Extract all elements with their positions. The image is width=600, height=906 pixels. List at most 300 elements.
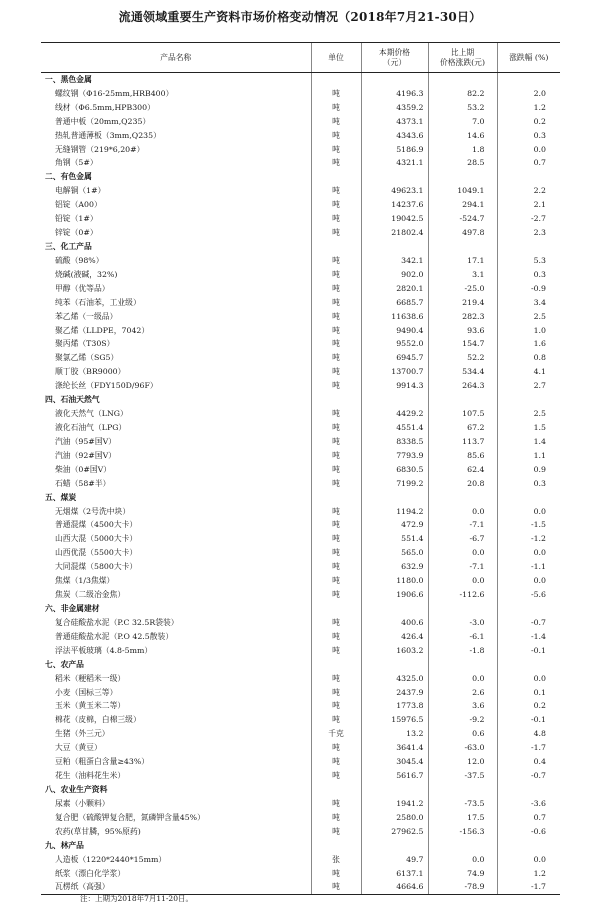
category-label: 六、非金属建材 <box>45 603 100 613</box>
current-price-cell: 8338.5 <box>361 435 428 449</box>
current-price-cell: 2820.1 <box>361 282 428 296</box>
product-name-cell: 烧碱(液碱，32%) <box>55 269 118 279</box>
current-price-cell: 1180.0 <box>361 574 428 588</box>
empty-cell <box>497 240 560 254</box>
unit-cell: 吨 <box>311 435 361 449</box>
unit-cell: 吨 <box>311 630 361 644</box>
current-price-cell: 9490.4 <box>361 324 428 338</box>
category-label: 七、农产品 <box>45 659 84 669</box>
product-name-cell: 瓦楞纸（高强） <box>41 880 311 894</box>
price-change-cell: -524.7 <box>428 212 497 226</box>
current-price-cell: 4429.2 <box>361 407 428 421</box>
price-change-cell: 107.5 <box>428 407 497 421</box>
unit-cell: 吨 <box>311 449 361 463</box>
current-price-cell: 565.0 <box>361 546 428 560</box>
price-change-cell: 282.3 <box>428 310 497 324</box>
product-name-cell: 铝锭（A00） <box>55 200 102 210</box>
current-price-cell: 15976.5 <box>361 713 428 727</box>
price-change-cell: -112.6 <box>428 588 497 602</box>
product-name-cell: 柴油（0#国Ⅴ） <box>55 464 112 474</box>
change-percent-cell: 2.5 <box>497 310 560 324</box>
empty-cell <box>361 73 428 87</box>
change-percent-cell: 0.1 <box>497 686 560 700</box>
price-change-cell: 2.6 <box>428 686 497 700</box>
current-price-cell: 19042.5 <box>361 212 428 226</box>
table-row <box>41 811 560 825</box>
price-change-cell: -6.7 <box>428 532 497 546</box>
table-row <box>41 296 560 310</box>
empty-cell <box>311 658 361 672</box>
current-price-cell: 4359.2 <box>361 101 428 115</box>
price-change-cell: 28.5 <box>428 157 497 171</box>
change-percent-cell: 5.3 <box>497 254 560 268</box>
price-change-cell: 52.2 <box>428 351 497 365</box>
unit-cell: 吨 <box>311 351 361 365</box>
current-price-cell: 342.1 <box>361 254 428 268</box>
unit-cell: 吨 <box>311 198 361 212</box>
current-price-cell: 2437.9 <box>361 686 428 700</box>
change-percent-cell: 1.2 <box>497 867 560 881</box>
current-price-cell: 7199.2 <box>361 477 428 491</box>
empty-cell <box>311 783 361 797</box>
table-row <box>41 630 560 644</box>
product-name-cell: 苯乙烯（一级品） <box>55 311 118 321</box>
table-row <box>41 532 560 546</box>
table-row <box>41 101 560 115</box>
change-percent-cell: -1.2 <box>497 532 560 546</box>
table-row <box>41 477 560 491</box>
empty-cell <box>361 491 428 505</box>
current-price-cell: 5616.7 <box>361 769 428 783</box>
category-row <box>41 658 560 672</box>
unit-cell: 吨 <box>311 713 361 727</box>
unit-cell: 吨 <box>311 588 361 602</box>
table-row <box>41 226 560 240</box>
table-row <box>41 797 560 811</box>
product-name-cell: 角钢（5#） <box>55 158 98 168</box>
current-price-cell: 6685.7 <box>361 296 428 310</box>
price-change-cell: 20.8 <box>428 477 497 491</box>
product-name-cell: 硫酸（98%） <box>55 255 104 265</box>
current-price-cell: 426.4 <box>361 630 428 644</box>
price-change-cell: -1.8 <box>428 644 497 658</box>
change-percent-cell: -1.7 <box>497 880 560 894</box>
table-row <box>41 421 560 435</box>
category-row <box>41 170 560 184</box>
product-name-cell: 山西优混（5500大卡） <box>55 548 138 558</box>
change-percent-cell: 1.4 <box>497 435 560 449</box>
unit-cell: 吨 <box>311 560 361 574</box>
price-change-cell: 0.0 <box>428 672 497 686</box>
current-price-cell: 4321.1 <box>361 157 428 171</box>
change-percent-cell: 2.3 <box>497 226 560 240</box>
product-name-cell: 复合硅酸盐水泥（P.C 32.5R袋装） <box>55 617 179 627</box>
table-row <box>41 755 560 769</box>
product-name-cell: 无烟煤（2号洗中块） <box>55 506 131 516</box>
unit-cell: 吨 <box>311 115 361 129</box>
unit-cell: 吨 <box>311 769 361 783</box>
category-label: 一、黑色金属 <box>45 74 92 84</box>
price-change-cell: -6.1 <box>428 630 497 644</box>
change-percent-cell: 0.4 <box>497 755 560 769</box>
price-change-cell: 0.0 <box>428 574 497 588</box>
footnote: 注：上期为2018年7月11-20日。 <box>80 894 193 903</box>
current-price-cell: 3045.4 <box>361 755 428 769</box>
product-name-cell: 甲醇（优等品） <box>55 283 110 293</box>
change-percent-cell: 0.7 <box>497 811 560 825</box>
price-change-cell: 62.4 <box>428 463 497 477</box>
current-price-cell: 6830.5 <box>361 463 428 477</box>
price-change-cell: 113.7 <box>428 435 497 449</box>
change-percent-cell: 1.2 <box>497 101 560 115</box>
change-percent-cell: 0.0 <box>497 574 560 588</box>
product-name-cell: 电解铜（1#） <box>55 186 106 196</box>
unit-cell: 吨 <box>311 310 361 324</box>
current-price-cell: 3641.4 <box>361 741 428 755</box>
unit-cell: 吨 <box>311 825 361 839</box>
empty-cell <box>428 658 497 672</box>
product-name-cell: 汽油（92#国Ⅴ） <box>55 450 117 460</box>
table-row <box>41 519 560 533</box>
product-name-cell: 人造板（1220*2440*15mm） <box>55 854 167 864</box>
table-row <box>41 351 560 365</box>
change-percent-cell: -5.6 <box>497 588 560 602</box>
header-current-price: 本期价格 （元） <box>361 43 428 73</box>
product-name-cell: 花生（油料花生米） <box>55 771 126 781</box>
table-row <box>41 644 560 658</box>
change-percent-cell: -2.7 <box>497 212 560 226</box>
unit-cell: 吨 <box>311 296 361 310</box>
table-row <box>41 741 560 755</box>
current-price-cell: 4343.6 <box>361 129 428 143</box>
table-row <box>41 310 560 324</box>
change-percent-cell: 0.2 <box>497 115 560 129</box>
category-label: 九、林产品 <box>45 840 84 850</box>
unit-cell: 吨 <box>311 254 361 268</box>
table-row <box>41 769 560 783</box>
change-percent-cell: -0.9 <box>497 282 560 296</box>
table-row <box>41 449 560 463</box>
unit-cell: 吨 <box>311 546 361 560</box>
price-change-cell: -156.3 <box>428 825 497 839</box>
empty-cell <box>497 170 560 184</box>
change-percent-cell: 2.7 <box>497 379 560 393</box>
category-label: 二、有色金属 <box>45 172 92 182</box>
change-percent-cell: 2.1 <box>497 198 560 212</box>
unit-cell: 吨 <box>311 811 361 825</box>
table-row <box>41 254 560 268</box>
unit-cell: 吨 <box>311 101 361 115</box>
change-percent-cell: 0.3 <box>497 477 560 491</box>
unit-cell: 吨 <box>311 143 361 157</box>
current-price-cell: 902.0 <box>361 268 428 282</box>
unit-cell: 吨 <box>311 268 361 282</box>
price-change-cell: 0.6 <box>428 727 497 741</box>
category-row <box>41 839 560 853</box>
change-percent-cell: -0.1 <box>497 713 560 727</box>
price-change-cell: -3.0 <box>428 616 497 630</box>
unit-cell: 吨 <box>311 686 361 700</box>
current-price-cell: 13.2 <box>361 727 428 741</box>
empty-cell <box>428 240 497 254</box>
change-percent-cell: 0.3 <box>497 268 560 282</box>
product-name-cell: 大同混煤（5800大卡） <box>55 562 138 572</box>
table-row <box>41 157 560 171</box>
current-price-cell: 4551.4 <box>361 421 428 435</box>
price-change-cell: -73.5 <box>428 797 497 811</box>
category-row <box>41 491 560 505</box>
product-name-cell: 聚氯乙烯（SG5） <box>55 353 119 363</box>
change-percent-cell: 0.0 <box>497 505 560 519</box>
current-price-cell: 551.4 <box>361 532 428 546</box>
table-header-row <box>41 43 560 73</box>
price-change-cell: -7.1 <box>428 560 497 574</box>
product-name-cell: 农药(草甘膦，95%原药) <box>55 826 141 836</box>
product-name-cell: 聚乙烯（LLDPE，7042） <box>55 325 150 335</box>
table-row <box>41 867 560 881</box>
price-change-cell: 497.8 <box>428 226 497 240</box>
table-row <box>41 588 560 602</box>
table-row <box>41 365 560 379</box>
unit-cell: 吨 <box>311 338 361 352</box>
product-name-cell: 大豆（黄豆） <box>55 743 102 753</box>
change-percent-cell: 1.1 <box>497 449 560 463</box>
current-price-cell: 400.6 <box>361 616 428 630</box>
table-row <box>41 407 560 421</box>
price-table <box>41 42 560 895</box>
table-row <box>41 699 560 713</box>
product-name-cell: 普通硅酸盐水泥（P.O 42.5散装） <box>55 631 174 641</box>
table-row <box>41 338 560 352</box>
product-name-cell: 焦煤（1/3焦煤） <box>55 576 115 586</box>
table-row <box>41 435 560 449</box>
product-name-cell: 无缝钢管（219*6,20#） <box>55 144 145 154</box>
change-percent-cell: 1.5 <box>497 421 560 435</box>
table-row <box>41 505 560 519</box>
current-price-cell: 2580.0 <box>361 811 428 825</box>
unit-cell: 吨 <box>311 226 361 240</box>
product-name-cell: 普通中板（20mm,Q235） <box>55 116 151 126</box>
product-name-cell: 尿素（小颗料） <box>55 798 110 808</box>
price-change-cell: 17.5 <box>428 811 497 825</box>
product-name-cell: 纸浆（漂白化学浆） <box>55 868 126 878</box>
price-change-cell: 93.6 <box>428 324 497 338</box>
category-row <box>41 240 560 254</box>
product-name-cell: 山西大混（5000大卡） <box>55 534 138 544</box>
current-price-cell: 632.9 <box>361 560 428 574</box>
change-percent-cell: 0.7 <box>497 157 560 171</box>
product-name-cell: 浮法平板玻璃（4.8-5mm） <box>55 645 153 655</box>
unit-cell: 吨 <box>311 463 361 477</box>
unit-cell: 吨 <box>311 672 361 686</box>
table-row <box>41 546 560 560</box>
empty-cell <box>361 658 428 672</box>
product-name-cell: 线材（Φ6.5mm,HPB300） <box>55 102 155 112</box>
current-price-cell: 5186.9 <box>361 143 428 157</box>
current-price-cell: 49623.1 <box>361 184 428 198</box>
unit-cell: 吨 <box>311 184 361 198</box>
product-name-cell: 液化天然气（LNG） <box>55 409 128 419</box>
price-change-cell: -9.2 <box>428 713 497 727</box>
current-price-cell: 14237.6 <box>361 198 428 212</box>
empty-cell <box>428 393 497 407</box>
change-percent-cell: 2.5 <box>497 407 560 421</box>
empty-cell <box>497 602 560 616</box>
current-price-cell: 49.7 <box>361 853 428 867</box>
table-row <box>41 129 560 143</box>
table-row <box>41 379 560 393</box>
product-name-cell: 涤纶长丝（FDY150D/96F） <box>55 381 158 391</box>
header-product-name: 产品名称 <box>41 43 311 73</box>
unit-cell: 吨 <box>311 699 361 713</box>
empty-cell <box>311 170 361 184</box>
price-change-cell: 7.0 <box>428 115 497 129</box>
empty-cell <box>311 491 361 505</box>
table-row <box>41 87 560 101</box>
product-name-cell: 纯苯（石油苯，工业级） <box>55 297 141 307</box>
table-row <box>41 713 560 727</box>
empty-cell <box>311 839 361 853</box>
unit-cell: 吨 <box>311 519 361 533</box>
product-name-cell: 液化石油气（LPG） <box>55 423 127 432</box>
change-percent-cell: -1.1 <box>497 560 560 574</box>
current-price-cell: 9552.0 <box>361 338 428 352</box>
table-row <box>41 184 560 198</box>
table-row <box>41 212 560 226</box>
product-name-cell: 焦炭（二级冶金焦） <box>55 590 126 600</box>
current-price-cell: 27962.5 <box>361 825 428 839</box>
empty-cell <box>311 240 361 254</box>
unit-cell: 吨 <box>311 324 361 338</box>
empty-cell <box>311 602 361 616</box>
empty-cell <box>428 170 497 184</box>
current-price-cell: 1194.2 <box>361 505 428 519</box>
empty-cell <box>361 839 428 853</box>
empty-cell <box>361 170 428 184</box>
price-change-cell: 264.3 <box>428 379 497 393</box>
category-label: 五、煤炭 <box>45 492 77 502</box>
change-percent-cell: 0.3 <box>497 129 560 143</box>
unit-cell: 吨 <box>311 505 361 519</box>
unit-cell: 吨 <box>311 477 361 491</box>
unit-cell: 吨 <box>311 407 361 421</box>
current-price-cell: 11638.6 <box>361 310 428 324</box>
empty-cell <box>497 393 560 407</box>
price-change-cell: 0.0 <box>428 505 497 519</box>
price-change-cell: 0.0 <box>428 546 497 560</box>
change-percent-cell: 0.9 <box>497 463 560 477</box>
product-name-cell: 棉花（皮棉，白棉三级） <box>55 715 141 725</box>
price-change-cell: -63.0 <box>428 741 497 755</box>
change-percent-cell: -0.1 <box>497 644 560 658</box>
current-price-cell: 4373.1 <box>361 115 428 129</box>
price-change-cell: 74.9 <box>428 867 497 881</box>
empty-cell <box>428 73 497 87</box>
current-price-cell: 1941.2 <box>361 797 428 811</box>
empty-cell <box>428 491 497 505</box>
unit-cell: 吨 <box>311 365 361 379</box>
change-percent-cell: 0.0 <box>497 143 560 157</box>
price-change-cell: 14.6 <box>428 129 497 143</box>
unit-cell: 吨 <box>311 212 361 226</box>
table-body <box>41 73 560 895</box>
table-row <box>41 143 560 157</box>
current-price-cell: 1773.8 <box>361 699 428 713</box>
empty-cell <box>497 839 560 853</box>
product-name-cell: 生猪（外三元） <box>55 729 110 739</box>
price-change-cell: 67.2 <box>428 421 497 435</box>
price-change-cell: -7.1 <box>428 519 497 533</box>
change-percent-cell: -3.6 <box>497 797 560 811</box>
change-percent-cell: -1.5 <box>497 519 560 533</box>
unit-cell: 吨 <box>311 867 361 881</box>
price-change-cell: -25.0 <box>428 282 497 296</box>
price-change-cell: 219.4 <box>428 296 497 310</box>
table-row <box>41 324 560 338</box>
price-change-cell: 0.0 <box>428 853 497 867</box>
product-name-cell: 汽油（95#国Ⅴ） <box>55 436 117 446</box>
header-change-percent: 涨跌幅 (%) <box>497 43 560 73</box>
change-percent-cell: 1.6 <box>497 338 560 352</box>
change-percent-cell: 4.1 <box>497 365 560 379</box>
price-change-cell: 17.1 <box>428 254 497 268</box>
empty-cell <box>361 602 428 616</box>
table-row <box>41 268 560 282</box>
table-row <box>41 672 560 686</box>
price-change-cell: 294.1 <box>428 198 497 212</box>
current-price-cell: 1603.2 <box>361 644 428 658</box>
product-name-cell: 普通混煤（4500大卡） <box>55 520 138 530</box>
product-name-cell: 复合肥（硫酸钾复合肥，氮磷钾含量45%） <box>55 812 205 822</box>
product-name-cell: 玉米（黄玉米二等） <box>55 701 126 711</box>
unit-cell: 吨 <box>311 157 361 171</box>
product-name-cell: 热轧普通薄板（3mm,Q235） <box>55 130 161 140</box>
change-percent-cell: 0.0 <box>497 546 560 560</box>
change-percent-cell: 1.0 <box>497 324 560 338</box>
change-percent-cell: 0.8 <box>497 351 560 365</box>
empty-cell <box>361 240 428 254</box>
unit-cell: 吨 <box>311 741 361 755</box>
change-percent-cell: -1.7 <box>497 741 560 755</box>
empty-cell <box>497 73 560 87</box>
current-price-cell: 13700.7 <box>361 365 428 379</box>
current-price-cell: 21802.4 <box>361 226 428 240</box>
price-change-cell: 3.1 <box>428 268 497 282</box>
category-row <box>41 73 560 87</box>
product-name-cell: 铅锭（1#） <box>55 214 98 224</box>
category-label: 四、石油天然气 <box>45 395 100 405</box>
empty-cell <box>311 393 361 407</box>
table-row <box>41 686 560 700</box>
table-row <box>41 115 560 129</box>
unit-cell: 吨 <box>311 421 361 435</box>
product-name-cell: 石蜡（58#半） <box>55 478 111 488</box>
current-price-cell: 7793.9 <box>361 449 428 463</box>
current-price-cell: 6137.1 <box>361 867 428 881</box>
table-row <box>41 825 560 839</box>
unit-cell: 吨 <box>311 282 361 296</box>
price-change-cell: -78.9 <box>428 880 497 894</box>
current-price-cell: 6945.7 <box>361 351 428 365</box>
current-price-cell: 472.9 <box>361 519 428 533</box>
price-change-cell: 85.6 <box>428 449 497 463</box>
change-percent-cell: 2.0 <box>497 87 560 101</box>
product-name-cell: 聚丙烯（T30S） <box>55 339 115 349</box>
table-row <box>41 282 560 296</box>
category-row <box>41 393 560 407</box>
table-row <box>41 727 560 741</box>
price-change-cell: 1049.1 <box>428 184 497 198</box>
